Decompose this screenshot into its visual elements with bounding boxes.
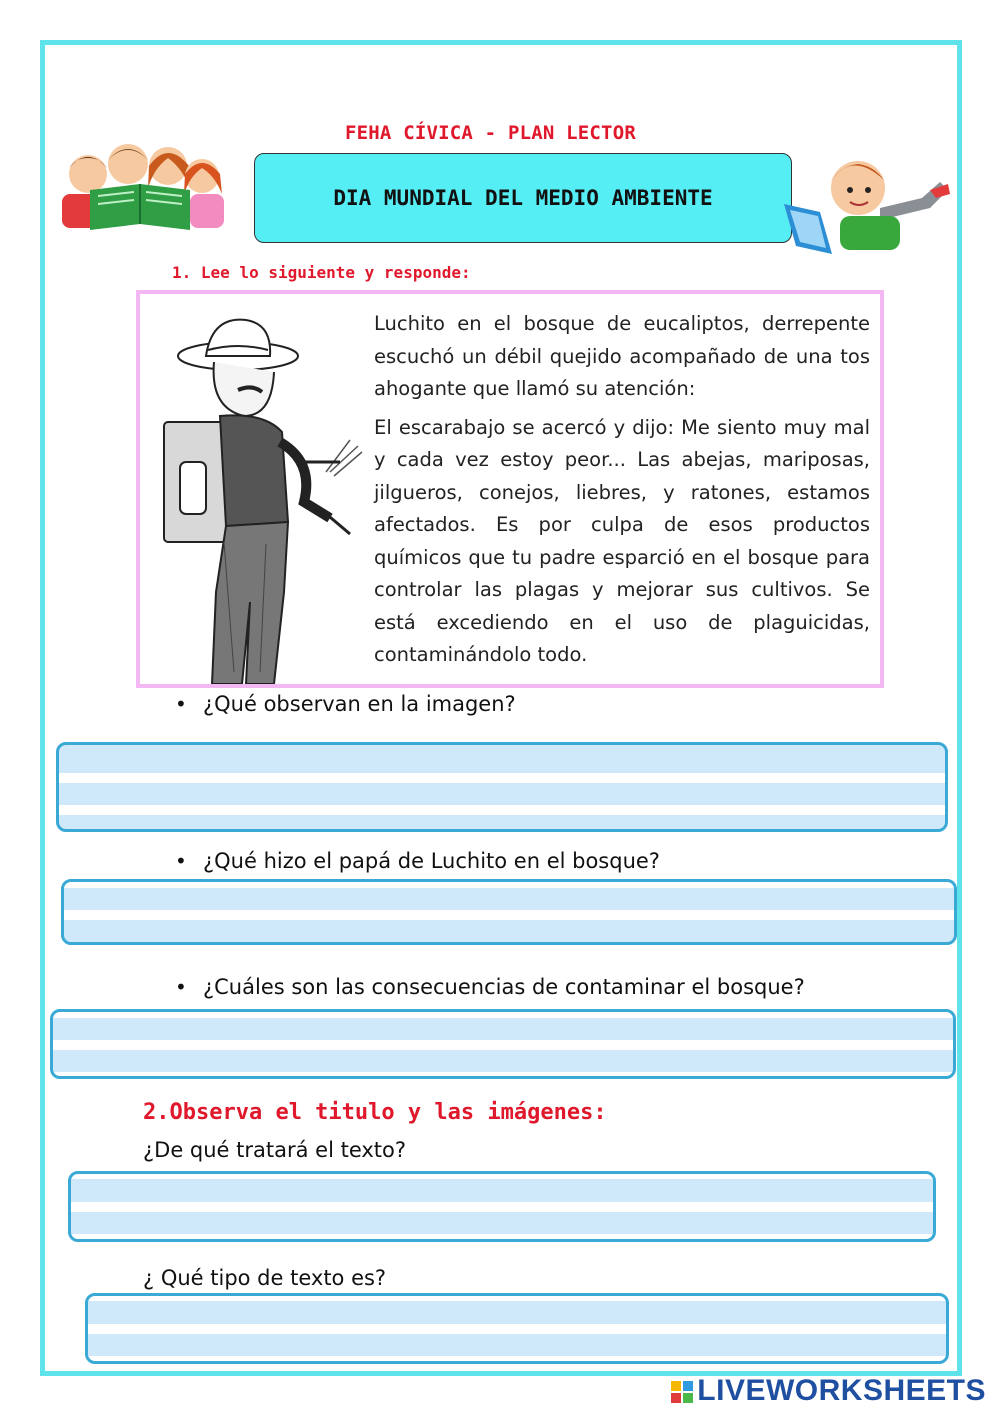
question-2: • ¿Qué hizo el papá de Luchito en el bosque? — [203, 849, 660, 873]
kids-reading-illustration — [50, 138, 230, 236]
answer-field-4[interactable] — [68, 1171, 936, 1242]
answer-field-3[interactable] — [50, 1009, 956, 1079]
question-3: • ¿Cuáles son las consecuencias de contaminar el bosque? — [203, 975, 805, 999]
question-5: ¿ Qué tipo de texto es? — [143, 1266, 387, 1290]
liveworksheets-brand: LIVEWORKSHEETS — [697, 1374, 986, 1407]
reading-passage-text — [374, 308, 870, 678]
answer-field-1[interactable] — [56, 742, 948, 832]
section1-instruction: 1. Lee lo siguiente y responde: — [172, 263, 471, 282]
worksheet-title: DIA MUNDIAL DEL MEDIO AMBIENTE — [333, 186, 713, 210]
question-1: • ¿Qué observan en la imagen? — [203, 692, 516, 716]
section2-instruction: 2.Observa el titulo y las imágenes: — [143, 1100, 607, 1125]
title-banner — [254, 153, 792, 243]
reading-paragraph-2: El escarabajo se acercó y dijo: Me siento muy mal y cada vez estoy peor... Las abejas, mariposas, jilgueros, conejos, liebres, y ratones, estamos afectados. Es por culpa de esos productos químicos que tu padre esparció en el bosque para controlar las plagas y mejorar sus cultivos. Se está excediendo en el uso de plaguicidas, contaminándolo todo. — [374, 415, 870, 666]
liveworksheets-logo-icon — [671, 1381, 693, 1403]
boy-reading-illustration — [780, 150, 952, 260]
farmer-sprayer-illustration — [154, 312, 364, 684]
reading-passage-box — [136, 290, 884, 688]
reading-paragraph-1: Luchito en el bosque de eucaliptos, derrepente escuchó un débil quejido acompañado de una tos ahogante que llamó su atención: — [374, 312, 870, 400]
liveworksheets-logo — [671, 1374, 986, 1408]
question-4: ¿De qué tratará el texto? — [143, 1138, 407, 1162]
answer-field-2[interactable] — [61, 879, 957, 945]
answer-field-5[interactable] — [85, 1293, 949, 1364]
worksheet-subtitle: FEHA CÍVICA - PLAN LECTOR — [345, 122, 636, 144]
